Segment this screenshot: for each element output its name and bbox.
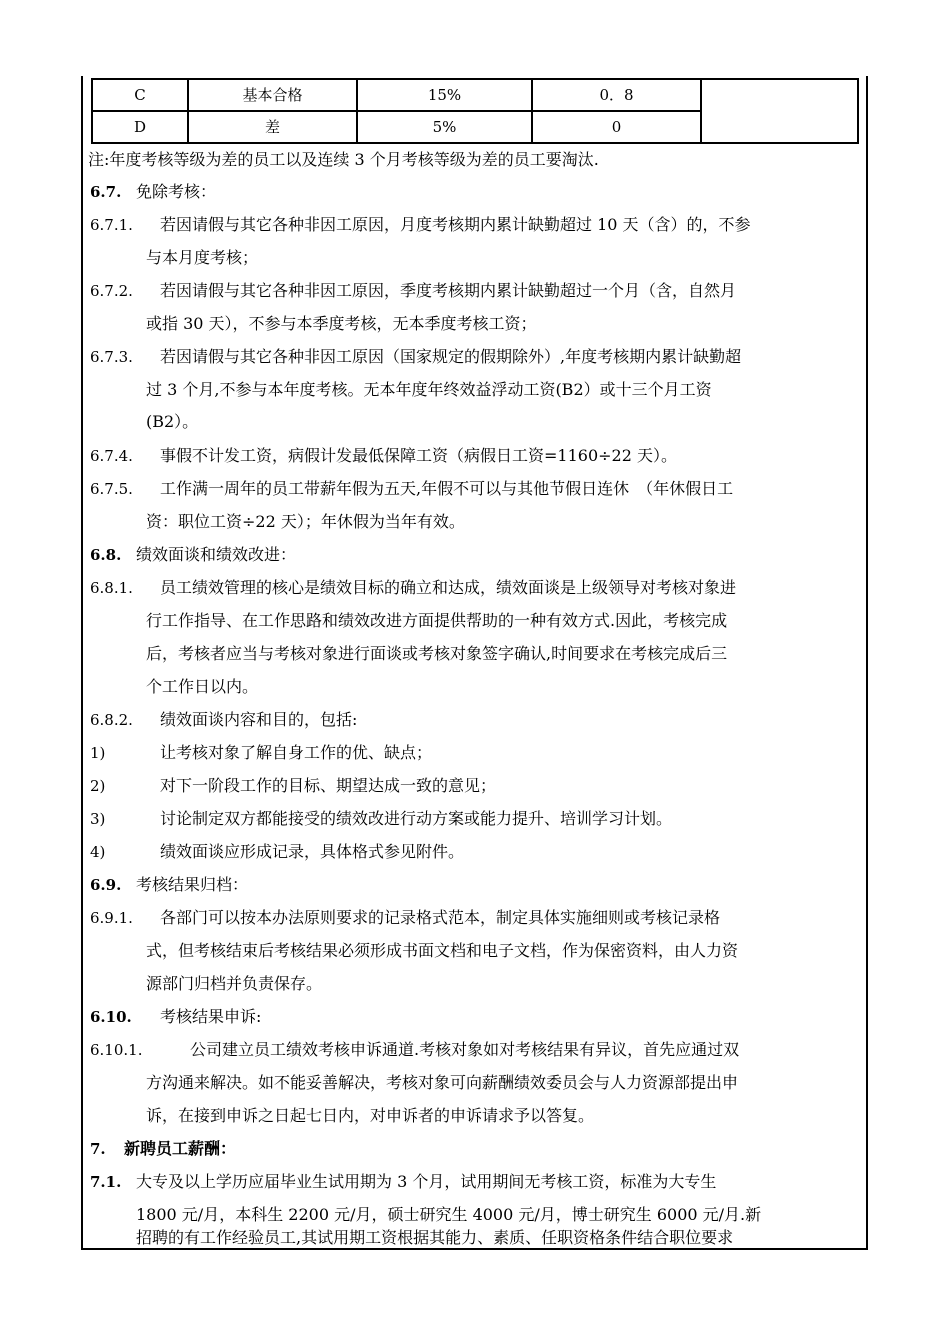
item-text: 后，考核者应当与考核对象进行面谈或考核对象签字确认,时间要求在考核完成后三	[146, 644, 728, 663]
item-number: 6.7.4.	[90, 447, 133, 465]
ratio-cell: 5%	[357, 111, 532, 143]
section-title: 免除考核：	[136, 182, 217, 201]
item-text: (B2）。	[146, 412, 199, 431]
coef-cell: 0	[532, 111, 701, 143]
grade-cell: D	[92, 111, 188, 143]
section-title: 考核结果申诉:	[160, 1007, 262, 1026]
item-text: 若因请假与其它各种非因工原因，月度考核期内累计缺勤超过 10 天（含）的，不参	[160, 215, 751, 234]
item-number: 7.1.	[90, 1173, 122, 1191]
item-text: 源部门归档并负责保存。	[146, 974, 323, 993]
section-title: 绩效面谈和绩效改进：	[136, 545, 297, 564]
list-number: 4)	[90, 843, 106, 861]
item-text: 事假不计发工资，病假计发最低保障工资（病假日工资=1160÷22 天）。	[160, 446, 677, 465]
section-number: 6.9.	[90, 876, 122, 894]
item-text: 员工绩效管理的核心是绩效目标的确立和达成，绩效面谈是上级领导对考核对象进	[160, 578, 737, 597]
item-number: 6.10.1.	[90, 1041, 143, 1059]
item-text: 公司建立员工绩效考核申诉通道.考核对象如对考核结果有异议，首先应通过双	[190, 1040, 740, 1059]
section-number: 6.10.	[90, 1008, 132, 1026]
coef-cell: 0．8	[532, 79, 701, 111]
item-text: 行工作指导、在工作思路和绩效改进方面提供帮助的一种有效方式.因此，考核完成	[146, 611, 728, 630]
item-text: 与本月度考核；	[146, 248, 259, 267]
item-text: 大专及以上学历应届毕业生试用期为 3 个月，试用期间无考核工资，标准为大专生	[136, 1172, 717, 1191]
item-text: 方沟通来解决。如不能妥善解决，考核对象可向薪酬绩效委员会与人力资源部提出申	[146, 1073, 739, 1092]
item-text: 或指 30 天），不参与本季度考核，无本季度考核工资；	[146, 314, 537, 333]
grade-cell: C	[92, 79, 188, 111]
list-item: 讨论制定双方都能接受的绩效改进行动方案或能力提升、培训学习计划。	[160, 809, 673, 828]
list-item: 绩效面谈应形成记录，具体格式参见附件。	[160, 842, 465, 861]
item-text: 个工作日以内。	[146, 677, 259, 696]
item-text: 诉，在接到申诉之日起七日内，对申诉者的申诉请求予以答复。	[146, 1106, 595, 1125]
item-text: 若因请假与其它各种非因工原因（国家规定的假期除外）,年度考核期内累计缺勤超	[160, 347, 742, 366]
item-text: 过 3 个月,不参与本年度考核。无本年度年终效益浮动工资(B2）或十三个月工资	[146, 380, 712, 399]
grade-table	[91, 78, 859, 144]
item-number: 6.7.1.	[90, 216, 133, 234]
desc-cell: 基本合格	[188, 79, 357, 111]
item-text: 工作满一周年的员工带薪年假为五天,年假不可以与其他节假日连休 （年休假日工	[160, 479, 734, 498]
list-number: 3)	[90, 810, 106, 828]
list-number: 1)	[90, 744, 106, 762]
item-number: 6.8.2.	[90, 711, 133, 729]
section-title: 考核结果归档：	[136, 875, 249, 894]
item-text: 招聘的有工作经验员工,其试用期工资根据其能力、素质、任职资格条件结合职位要求	[136, 1228, 734, 1247]
ratio-cell: 15%	[357, 79, 532, 111]
list-number: 2)	[90, 777, 106, 795]
item-text: 资：职位工资÷22 天）；年休假为当年有效。	[146, 512, 465, 531]
section-title: 新聘员工薪酬：	[124, 1139, 237, 1158]
item-text: 1800 元/月，本科生 2200 元/月，硕士研究生 4000 元/月，博士研究生 6000 元/月.新	[136, 1205, 762, 1224]
note-text: 注:年度考核等级为差的员工以及连续 3 个月考核等级为差的员工要淘汰.	[88, 150, 599, 169]
section-number: 7.	[90, 1140, 106, 1158]
table-row	[92, 79, 858, 111]
list-item: 让考核对象了解自身工作的优、缺点；	[160, 743, 433, 762]
item-number: 6.9.1.	[90, 909, 133, 927]
section-number: 6.8.	[90, 546, 122, 564]
item-number: 6.8.1.	[90, 579, 133, 597]
item-text: 若因请假与其它各种非因工原因，季度考核期内累计缺勤超过一个月（含，自然月	[160, 281, 737, 300]
item-text: 各部门可以按本办法原则要求的记录格式范本，制定具体实施细则或考核记录格	[160, 908, 721, 927]
section-number: 6.7.	[90, 183, 122, 201]
item-number: 6.7.3.	[90, 348, 133, 366]
item-number: 6.7.5.	[90, 480, 133, 498]
item-text: 绩效面谈内容和目的，包括:	[160, 710, 358, 729]
item-number: 6.7.2.	[90, 282, 133, 300]
desc-cell: 差	[188, 111, 357, 143]
list-item: 对下一阶段工作的目标、期望达成一致的意见；	[160, 776, 497, 795]
item-text: 式，但考核结束后考核结果必须形成书面文档和电子文档，作为保密资料，由人力资	[146, 941, 739, 960]
empty-merged-cell	[701, 79, 858, 143]
